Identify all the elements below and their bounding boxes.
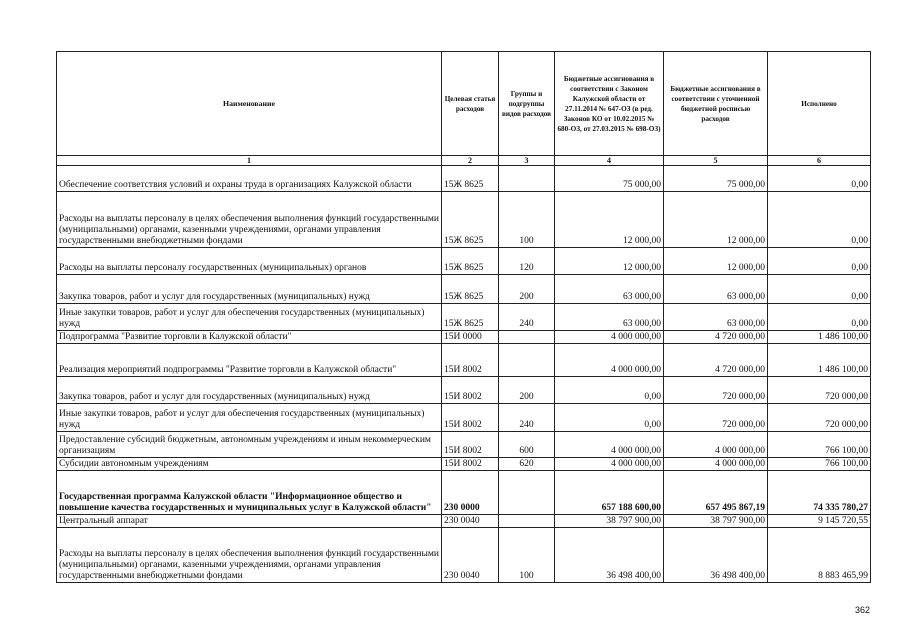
column-number: 2 <box>442 156 499 166</box>
column-number-row <box>57 156 871 166</box>
row-group: 240 <box>499 404 555 432</box>
row-group: 100 <box>499 528 555 583</box>
row-executed-amount: 720 000,00 <box>768 404 871 432</box>
row-executed-amount: 1 486 100,00 <box>768 331 871 344</box>
table-row <box>57 275 871 304</box>
row-group: 600 <box>499 432 555 458</box>
table-row <box>57 404 871 432</box>
row-group: 100 <box>499 192 555 248</box>
row-law-amount: 12 000,00 <box>555 192 664 248</box>
row-code: 230 0040 <box>442 528 499 583</box>
header-row <box>57 52 871 156</box>
row-code: 15И 8002 <box>442 458 499 471</box>
row-refined-amount: 12 000,00 <box>664 248 768 275</box>
row-refined-amount: 4 000 000,00 <box>664 432 768 458</box>
header-group: Группы и подгруппы видов расходов <box>499 52 555 156</box>
row-group: 240 <box>499 304 555 331</box>
header-executed: Исполнено <box>768 52 871 156</box>
column-number: 3 <box>499 156 555 166</box>
row-executed-amount: 0,00 <box>768 304 871 331</box>
row-executed-amount: 74 335 780,27 <box>768 471 871 515</box>
row-law-amount: 75 000,00 <box>555 166 664 192</box>
row-law-amount: 4 000 000,00 <box>555 331 664 344</box>
row-refined-amount: 63 000,00 <box>664 304 768 331</box>
row-group: 200 <box>499 377 555 404</box>
table-row <box>57 515 871 528</box>
row-refined-amount: 38 797 900,00 <box>664 515 768 528</box>
row-executed-amount: 0,00 <box>768 166 871 192</box>
row-code: 15И 8002 <box>442 344 499 377</box>
row-name: Расходы на выплаты персоналу в целях обеспечения выполнения функций государственными (муниципальными) органами, казенными учреждениями, органами управления государственными внебюджетными фондами <box>57 192 442 248</box>
column-number: 5 <box>664 156 768 166</box>
row-refined-amount: 657 495 867,19 <box>664 471 768 515</box>
table-row <box>57 331 871 344</box>
row-group: 120 <box>499 248 555 275</box>
row-group <box>499 166 555 192</box>
row-code: 15Ж 8625 <box>442 275 499 304</box>
row-law-amount: 63 000,00 <box>555 304 664 331</box>
row-group <box>499 471 555 515</box>
row-code: 15Ж 8625 <box>442 248 499 275</box>
row-code: 15И 8002 <box>442 377 499 404</box>
row-name: Иные закупки товаров, работ и услуг для обеспечения государственных (муниципальных) нужд <box>57 304 442 331</box>
budget-table <box>56 51 871 583</box>
row-code: 15И 0000 <box>442 331 499 344</box>
row-refined-amount: 4 720 000,00 <box>664 344 768 377</box>
row-law-amount: 12 000,00 <box>555 248 664 275</box>
row-code: 15Ж 8625 <box>442 166 499 192</box>
table-row <box>57 377 871 404</box>
row-name: Обеспечение соответствия условий и охраны труда в организациях Калужской области <box>57 166 442 192</box>
row-code: 230 0040 <box>442 515 499 528</box>
header-refined: Бюджетные ассигнования в соответствии с уточненной бюджетной росписью расходов <box>664 52 768 156</box>
header-code: Целевая статья расходов <box>442 52 499 156</box>
row-refined-amount: 4 720 000,00 <box>664 331 768 344</box>
column-number: 4 <box>555 156 664 166</box>
column-number: 1 <box>57 156 442 166</box>
column-number: 6 <box>768 156 871 166</box>
page-number: 362 <box>855 605 871 615</box>
row-executed-amount: 766 100,00 <box>768 458 871 471</box>
table-row <box>57 192 871 248</box>
table-row <box>57 528 871 583</box>
row-refined-amount: 36 498 400,00 <box>664 528 768 583</box>
row-executed-amount: 8 883 465,99 <box>768 528 871 583</box>
header-name: Наименование <box>57 52 442 156</box>
row-name: Подпрограмма "Развитие торговли в Калужской области" <box>57 331 442 344</box>
row-name: Расходы на выплаты персоналу государственных (муниципальных) органов <box>57 248 442 275</box>
row-name: Центральный аппарат <box>57 515 442 528</box>
row-name: Субсидии автономным учреждениям <box>57 458 442 471</box>
row-name: Реализация мероприятий подпрограммы "Развитие торговли в Калужской области" <box>57 344 442 377</box>
row-executed-amount: 1 486 100,00 <box>768 344 871 377</box>
table-row <box>57 248 871 275</box>
row-name: Закупка товаров, работ и услуг для государственных (муниципальных) нужд <box>57 377 442 404</box>
row-executed-amount: 0,00 <box>768 248 871 275</box>
row-name: Иные закупки товаров, работ и услуг для обеспечения государственных (муниципальных) нужд <box>57 404 442 432</box>
row-refined-amount: 75 000,00 <box>664 166 768 192</box>
row-group <box>499 344 555 377</box>
row-code: 15И 8002 <box>442 404 499 432</box>
row-law-amount: 4 000 000,00 <box>555 432 664 458</box>
table-row <box>57 471 871 515</box>
row-refined-amount: 4 000 000,00 <box>664 458 768 471</box>
row-executed-amount: 766 100,00 <box>768 432 871 458</box>
row-name: Закупка товаров, работ и услуг для государственных (муниципальных) нужд <box>57 275 442 304</box>
table-row <box>57 304 871 331</box>
row-group <box>499 515 555 528</box>
row-law-amount: 0,00 <box>555 377 664 404</box>
row-law-amount: 4 000 000,00 <box>555 458 664 471</box>
header-law: Бюджетные ассигнования в соответствии с Законом Калужской области от 27.11.2014 № 647-ОЗ (в ред. Законов КО от 10.02.2015 № 680-ОЗ, от 27.03.2015 № 698-ОЗ) <box>555 52 664 156</box>
row-name: Расходы на выплаты персоналу в целях обеспечения выполнения функций государственными (муниципальными) органами, казенными учреждениями, органами управления государственными внебюджетными фондами <box>57 528 442 583</box>
row-code: 230 0000 <box>442 471 499 515</box>
row-executed-amount: 0,00 <box>768 192 871 248</box>
row-refined-amount: 63 000,00 <box>664 275 768 304</box>
row-executed-amount: 9 145 720,55 <box>768 515 871 528</box>
table-row <box>57 344 871 377</box>
row-group: 200 <box>499 275 555 304</box>
row-refined-amount: 720 000,00 <box>664 404 768 432</box>
row-refined-amount: 720 000,00 <box>664 377 768 404</box>
row-group <box>499 331 555 344</box>
table-row <box>57 432 871 458</box>
table-row <box>57 166 871 192</box>
table-row <box>57 458 871 471</box>
row-law-amount: 36 498 400,00 <box>555 528 664 583</box>
row-law-amount: 0,00 <box>555 404 664 432</box>
row-law-amount: 38 797 900,00 <box>555 515 664 528</box>
row-executed-amount: 720 000,00 <box>768 377 871 404</box>
row-name: Государственная программа Калужской области "Информационное общество и повышение качества государственных и муниципальных услуг в Калужской области" <box>57 471 442 515</box>
row-law-amount: 4 000 000,00 <box>555 344 664 377</box>
row-law-amount: 63 000,00 <box>555 275 664 304</box>
row-name: Предоставление субсидий бюджетным, автономным учреждениям и иным некоммерческим организациям <box>57 432 442 458</box>
row-code: 15Ж 8625 <box>442 304 499 331</box>
row-law-amount: 657 188 600,00 <box>555 471 664 515</box>
row-refined-amount: 12 000,00 <box>664 192 768 248</box>
row-code: 15И 8002 <box>442 432 499 458</box>
row-executed-amount: 0,00 <box>768 275 871 304</box>
row-code: 15Ж 8625 <box>442 192 499 248</box>
row-group: 620 <box>499 458 555 471</box>
